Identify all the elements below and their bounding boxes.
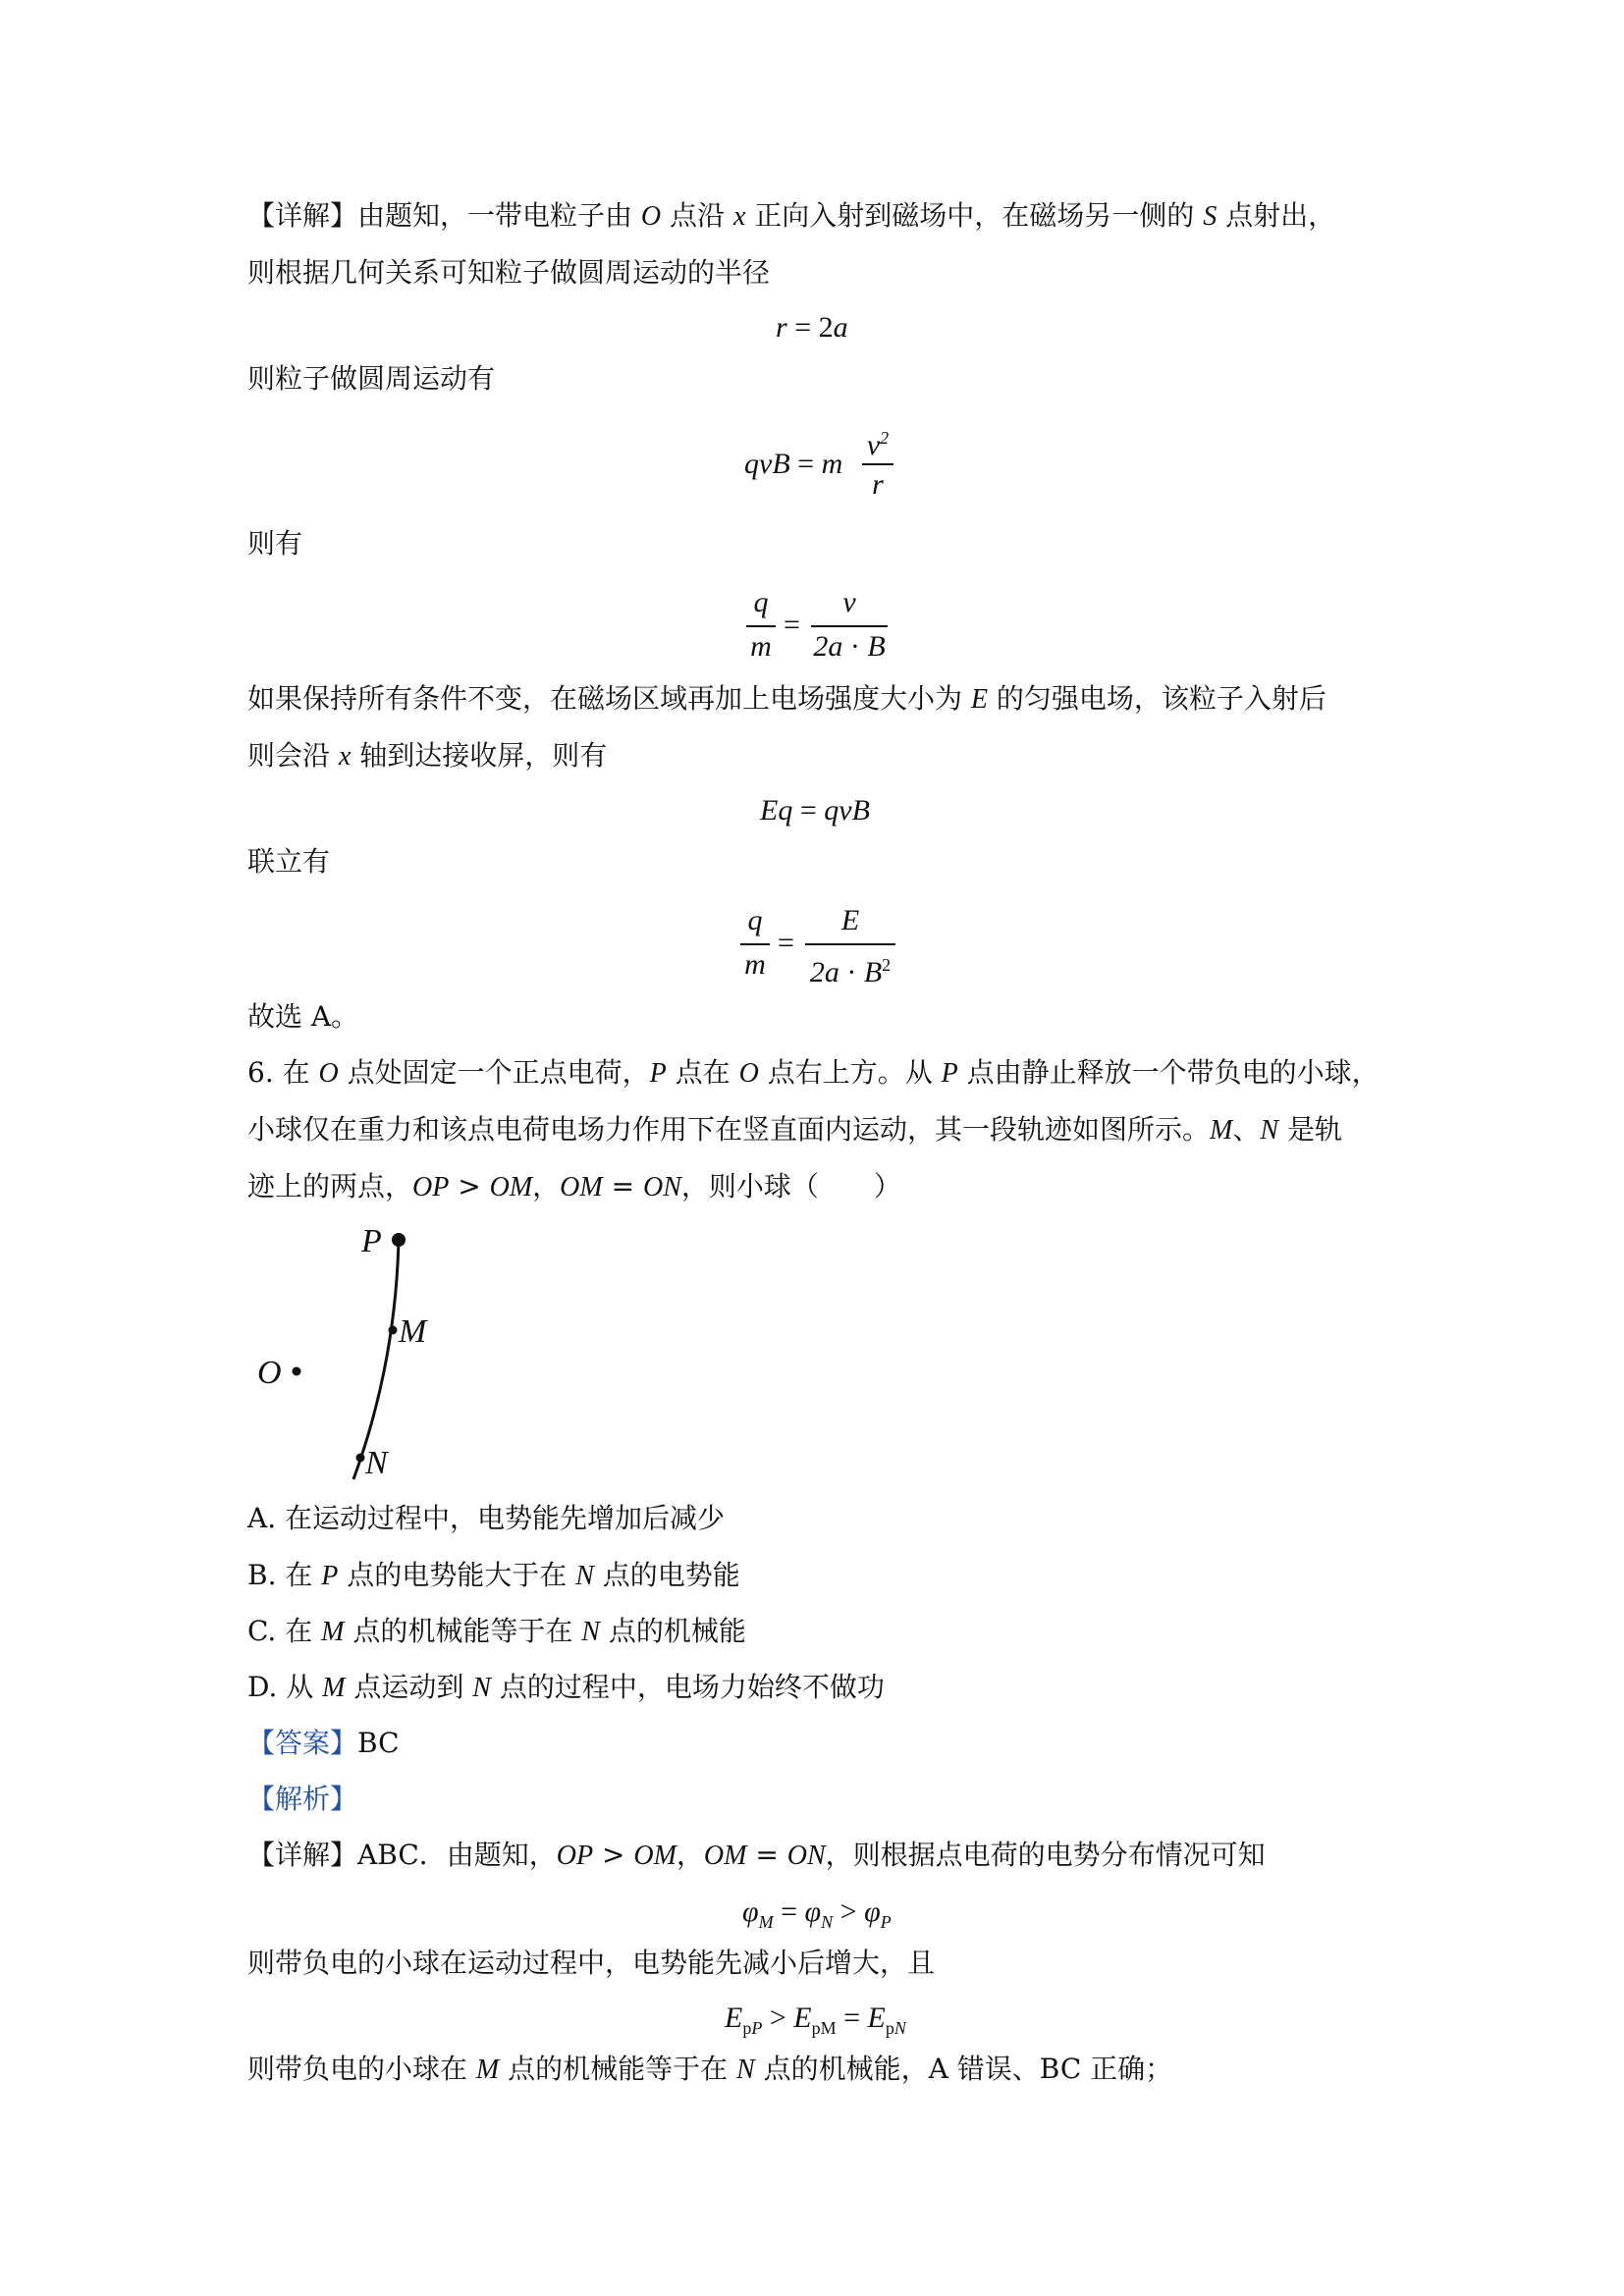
option-A: A. 在运动过程中，电势能先增加后减少 [247, 1502, 726, 1534]
fraction-q-over-m: q m [746, 585, 776, 666]
equation-radius: r = 2a [776, 311, 848, 344]
detail2-line1: 【详解】ABC．由题知，OP > OM，OM = ON，则根据点电荷的电势分布情况可知 [247, 1839, 1266, 1871]
option-C: C. 在 M 点的机械能等于在 N 点的机械能 [247, 1615, 746, 1647]
detail1-line8: 故选 A。 [247, 1000, 359, 1033]
label-O: O [257, 1355, 282, 1391]
point-N [356, 1454, 365, 1463]
question6-line1: 6. 在 O 点处固定一个正点电荷，P 点在 O 点右上方。从 P 点由静止释放一个带负电的小球， [247, 1056, 1380, 1089]
equals-sign: = [784, 609, 800, 641]
detail1-line7: 联立有 [247, 845, 331, 878]
label-P: P [361, 1223, 382, 1259]
detail1-line2: 则根据几何关系可知粒子做圆周运动的半径 [247, 256, 771, 289]
detail2-line3: 则带负电的小球在 M 点的机械能等于在 N 点的机械能，A 错误、BC 正确； [247, 2053, 1173, 2085]
detail1-line1: 【详解】由题知，一带电粒子由 O 点沿 x 正向入射到磁场中，在磁场另一侧的 S 点射出， [247, 199, 1336, 232]
equation-energy: $E_{pP} > E_{pM} = E_{pN}$ [725, 2002, 906, 2038]
trajectory-figure [245, 1222, 461, 1487]
detail1-line4: 则有 [247, 527, 303, 560]
detail1-line5: 如果保持所有条件不变，在磁场区域再加上电场强度大小为 E 的匀强电场，该粒子入射后 [247, 682, 1326, 715]
fraction-q-over-m-2: q m [740, 903, 770, 984]
point-P [392, 1233, 406, 1247]
answer-line [247, 1724, 400, 1763]
question6-line2: 小球仅在重力和该点电荷电场力作用下在竖直面内运动，其一段轨迹如图所示。M、N 是轨 [247, 1113, 1342, 1146]
detail2-line2: 则带负电的小球在运动过程中，电势能先减小后增大，且 [247, 1947, 936, 1979]
trajectory-curve [353, 1240, 399, 1479]
point-M [389, 1326, 398, 1335]
answer-tag: 【答案】 [247, 1727, 358, 1759]
analysis-tag: 【解析】 [247, 1783, 358, 1815]
label-M: M [399, 1313, 427, 1350]
detail1-line3: 则粒子做圆周运动有 [247, 362, 496, 395]
equation-balance: Eq = qvB [760, 794, 870, 827]
answer-value: BC [357, 1727, 400, 1759]
label-N: N [365, 1445, 388, 1481]
point-O [293, 1367, 301, 1376]
detail-tag: 【详解】 [247, 199, 358, 232]
fraction-v-over-2aB: v 2a · B [811, 585, 888, 666]
detail1-line6: 则会沿 x 轴到达接收屏，则有 [247, 739, 608, 772]
option-B: B. 在 P 点的电势能大于在 N 点的电势能 [247, 1559, 740, 1591]
equals-sign-2: = [778, 927, 794, 959]
option-D: D. 从 M 点运动到 N 点的过程中，电场力始终不做功 [247, 1671, 885, 1703]
question6-line3: 迹上的两点，OP > OM，OM = ON，则小球（ ） [247, 1170, 901, 1202]
fraction-v2-over-r: $v^2$ r [862, 420, 893, 508]
equation-force-lhs: qvB = m [744, 448, 843, 480]
equation-potential: $\varphi_M = \varphi_N > \varphi_P$ [742, 1896, 892, 1932]
fraction-E-over-2aB2: E $2a \cdot B^2$ [805, 903, 895, 984]
